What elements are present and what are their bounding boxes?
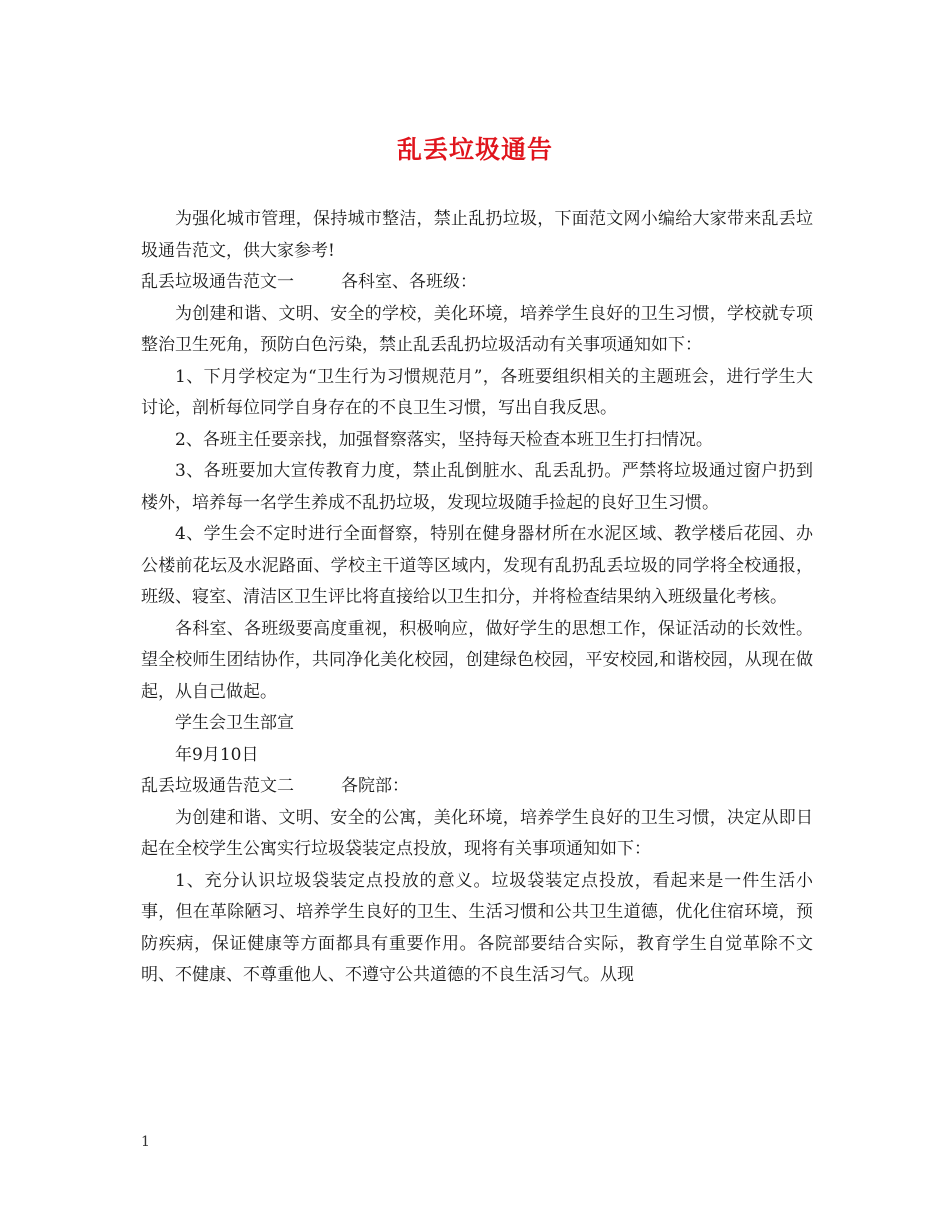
intro-paragraph: 为强化城市管理，保持城市整洁，禁止乱扔垃圾，下面范文网小编给大家带来乱丢垃圾通告范文，供大家参考! (141, 209, 813, 261)
sample2-recipient: 各院部： (341, 776, 409, 796)
sample1-item-2: 2、各班主任要亲找，加强督察落实，坚持每天检查本班卫生打扫情况。 (175, 429, 713, 450)
sample2-heading-line (141, 771, 813, 803)
page-number: 1 (141, 1134, 150, 1150)
sample1-opening: 为创建和谐、文明、安全的学校，美化环境，培养学生良好的卫生习惯，学校就专项整治卫生死角，预防白色污染，禁止乱丢乱扔垃圾活动有关事项通知如下： (141, 303, 813, 355)
sample1-item-4: 4、学生会不定时进行全面督察，特别在健身器材所在水泥区域、教学楼后花园、办公楼前花坛及水泥路面、学校主干道等区域内，发现有乱扔乱丢垃圾的同学将全校通报，班级、寝室、清洁区卫生评比将直接给以卫生扣分，并将检查结果纳入班级量化考核。 (141, 524, 813, 607)
sample1-recipient: 各科室、各班级： (341, 272, 477, 292)
sample1-heading-line (141, 267, 813, 299)
sample1-item-1: 1、下月学校定为“卫生行为习惯规范月”，各班要组织相关的主题班会，进行学生大讨论，剖析每位同学自身存在的不良卫生习惯，写出自我反思。 (141, 366, 813, 418)
sample1-date: 年9月10日 (175, 744, 259, 765)
sample1-item-3: 3、各班要加大宣传教育力度，禁止乱倒脏水、乱丢乱扔。严禁将垃圾通过窗户扔到楼外，培养每一名学生养成不乱扔垃圾，发现垃圾随手捡起的良好卫生习惯。 (141, 461, 813, 513)
sample2-item-1: 1、充分认识垃圾袋装定点投放的意义。垃圾袋装定点投放，看起来是一件生活小事，但在革除陋习、培养学生良好的卫生、生活习惯和公共卫生道德，优化住宿环境，预防疾病，保证健康等方面都具有重要作用。各院部要结合实际，教育学生自觉革除不文明、不健康、不尊重他人、不遵守公共道德的不良生活习气。从现 (141, 870, 813, 985)
sample1-signature: 学生会卫生部宣 (175, 713, 294, 733)
document-body (141, 204, 813, 992)
sample1-heading: 乱丢垃圾通告范文一 (141, 272, 294, 292)
sample2-opening: 为创建和谐、文明、安全的公寓，美化环境，培养学生良好的卫生习惯，决定从即日起在全校学生公寓实行垃圾袋装定点投放，现将有关事项通知如下： (141, 807, 813, 859)
document-title: 乱丢垃圾通告 (396, 135, 553, 164)
sample2-heading: 乱丢垃圾通告范文二 (141, 776, 294, 796)
sample1-closing: 各科室、各班级要高度重视，积极响应，做好学生的思想工作，保证活动的长效性。望全校师生团结协作，共同净化美化校园，创建绿色校园，平安校园,和谐校园，从现在做起，从自己做起。 (141, 618, 813, 702)
